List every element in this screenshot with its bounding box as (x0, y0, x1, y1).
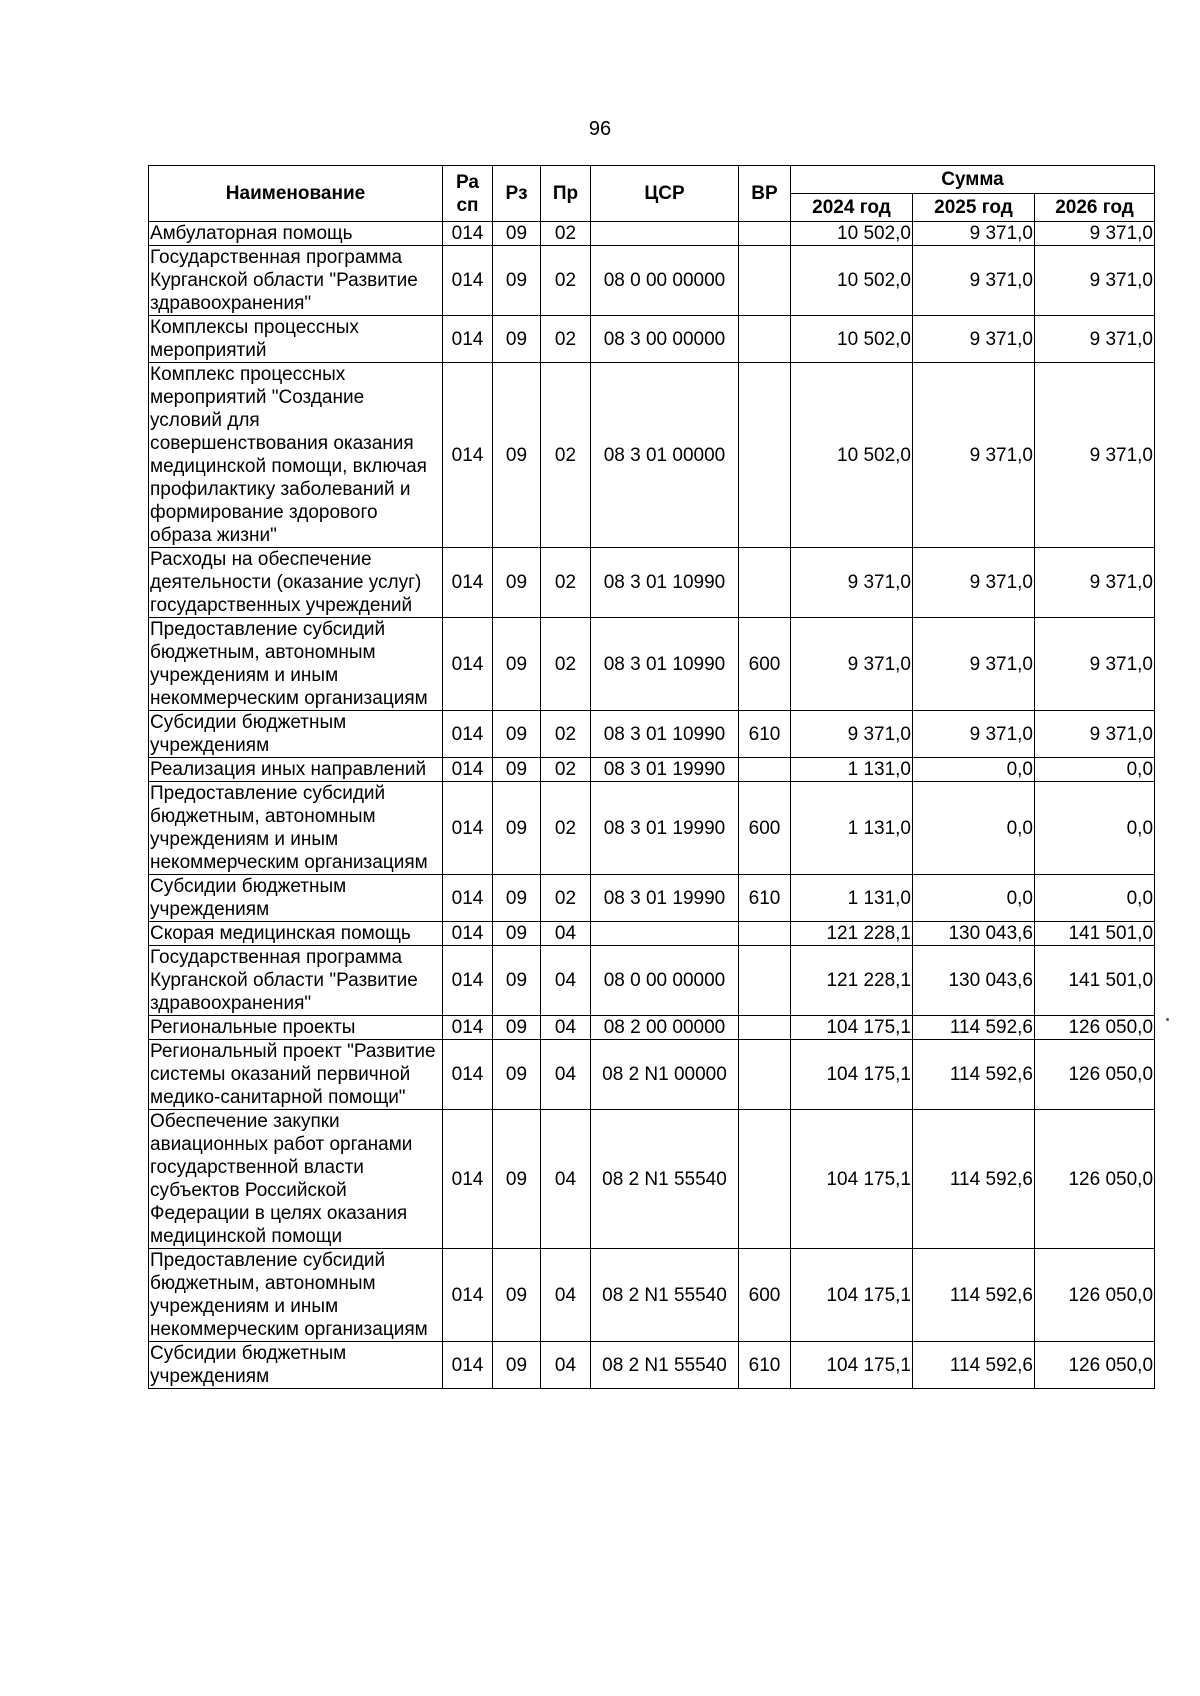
cell-vr (739, 1040, 791, 1110)
cell-2026: 9 371,0 (1035, 246, 1155, 316)
header-rasp (443, 166, 493, 222)
cell-pr: 02 (541, 246, 591, 316)
cell-2026: 9 371,0 (1035, 711, 1155, 758)
cell-2025: 9 371,0 (913, 548, 1035, 618)
cell-csr: 08 3 01 19990 (591, 782, 739, 875)
cell-csr: 08 2 N1 55540 (591, 1249, 739, 1342)
cell-rz: 09 (493, 1110, 541, 1249)
cell-2026: 126 050,0 (1035, 1040, 1155, 1110)
cell-vr (739, 246, 791, 316)
cell-2025: 9 371,0 (913, 222, 1035, 246)
cell-2024: 104 175,1 (791, 1110, 913, 1249)
cell-rz: 09 (493, 946, 541, 1016)
budget-table (148, 165, 1155, 1389)
cell-rasp: 014 (443, 1249, 493, 1342)
cell-pr: 04 (541, 1342, 591, 1389)
cell-2026: 0,0 (1035, 782, 1155, 875)
cell-rasp: 014 (443, 758, 493, 782)
cell-name: Предоставление субсидий бюджетным, автономным учреждениям и иным некоммерческим организациям (149, 1249, 443, 1342)
table-row (149, 316, 1155, 363)
table-body (149, 222, 1155, 1389)
cell-2024: 104 175,1 (791, 1342, 913, 1389)
header-pr: Пр (541, 166, 591, 222)
page-number: 96 (588, 118, 612, 140)
cell-name: Региональный проект "Развитие системы оказаний первичной медико-санитарной помощи" (149, 1040, 443, 1110)
header-vr: ВР (739, 166, 791, 222)
cell-rasp: 014 (443, 1016, 493, 1040)
cell-2026: 126 050,0 (1035, 1110, 1155, 1249)
cell-csr (591, 922, 739, 946)
cell-2024: 9 371,0 (791, 618, 913, 711)
cell-2025: 130 043,6 (913, 946, 1035, 1016)
cell-rz: 09 (493, 782, 541, 875)
cell-csr: 08 3 00 00000 (591, 316, 739, 363)
cell-pr: 02 (541, 782, 591, 875)
table-row (149, 758, 1155, 782)
cell-name: Субсидии бюджетным учреждениям (149, 875, 443, 922)
cell-2024: 9 371,0 (791, 711, 913, 758)
cell-name: Предоставление субсидий бюджетным, автономным учреждениям и иным некоммерческим организациям (149, 618, 443, 711)
cell-vr: 610 (739, 711, 791, 758)
cell-pr: 04 (541, 1249, 591, 1342)
cell-2025: 0,0 (913, 758, 1035, 782)
cell-2026: 9 371,0 (1035, 222, 1155, 246)
cell-vr: 610 (739, 875, 791, 922)
cell-name: Субсидии бюджетным учреждениям (149, 1342, 443, 1389)
cell-rasp: 014 (443, 246, 493, 316)
cell-2024: 9 371,0 (791, 548, 913, 618)
cell-name: Предоставление субсидий бюджетным, автономным учреждениям и иным некоммерческим организациям (149, 782, 443, 875)
cell-pr: 02 (541, 316, 591, 363)
table-row (149, 1342, 1155, 1389)
cell-2024: 10 502,0 (791, 246, 913, 316)
cell-2024: 104 175,1 (791, 1016, 913, 1040)
table-row (149, 1040, 1155, 1110)
cell-rz: 09 (493, 246, 541, 316)
cell-pr: 02 (541, 875, 591, 922)
cell-rasp: 014 (443, 548, 493, 618)
cell-2026: 126 050,0 (1035, 1249, 1155, 1342)
cell-rasp: 014 (443, 316, 493, 363)
cell-2025: 0,0 (913, 782, 1035, 875)
cell-2024: 104 175,1 (791, 1040, 913, 1110)
table-row (149, 222, 1155, 246)
cell-vr (739, 1016, 791, 1040)
cell-rasp: 014 (443, 1342, 493, 1389)
cell-2024: 121 228,1 (791, 922, 913, 946)
cell-rasp: 014 (443, 1110, 493, 1249)
cell-2025: 114 592,6 (913, 1016, 1035, 1040)
cell-csr: 08 0 00 00000 (591, 246, 739, 316)
table-row (149, 363, 1155, 548)
cell-2026: 9 371,0 (1035, 363, 1155, 548)
cell-rasp: 014 (443, 711, 493, 758)
header-sum: Сумма (791, 166, 1155, 194)
cell-csr: 08 0 00 00000 (591, 946, 739, 1016)
cell-2024: 104 175,1 (791, 1249, 913, 1342)
table-row (149, 1016, 1155, 1040)
cell-csr: 08 3 01 10990 (591, 618, 739, 711)
cell-csr: 08 2 00 00000 (591, 1016, 739, 1040)
cell-csr: 08 3 01 10990 (591, 548, 739, 618)
cell-pr: 02 (541, 618, 591, 711)
cell-rasp: 014 (443, 946, 493, 1016)
table-row (149, 922, 1155, 946)
table-row (149, 946, 1155, 1016)
cell-2025: 114 592,6 (913, 1342, 1035, 1389)
cell-2025: 130 043,6 (913, 922, 1035, 946)
cell-rz: 09 (493, 1249, 541, 1342)
cell-vr (739, 922, 791, 946)
cell-pr: 04 (541, 1040, 591, 1110)
cell-rasp: 014 (443, 782, 493, 875)
cell-2025: 114 592,6 (913, 1249, 1035, 1342)
header-2026: 2026 год (1035, 194, 1155, 222)
cell-vr: 600 (739, 1249, 791, 1342)
cell-rz: 09 (493, 711, 541, 758)
cell-name: Комплекс процессных мероприятий "Создание условий для совершенствования оказания медицинской помощи, включая профилактику заболеваний и формирование здорового образа жизни" (149, 363, 443, 548)
header-rz: Рз (493, 166, 541, 222)
cell-vr (739, 758, 791, 782)
cell-name: Региональные проекты (149, 1016, 443, 1040)
table-row (149, 548, 1155, 618)
cell-rasp: 014 (443, 922, 493, 946)
cell-name: Государственная программа Курганской области "Развитие здравоохранения" (149, 946, 443, 1016)
cell-2024: 10 502,0 (791, 316, 913, 363)
cell-2024: 10 502,0 (791, 222, 913, 246)
cell-vr: 610 (739, 1342, 791, 1389)
cell-rz: 09 (493, 363, 541, 548)
cell-2026: 126 050,0 (1035, 1016, 1155, 1040)
cell-vr (739, 548, 791, 618)
cell-csr: 08 3 01 00000 (591, 363, 739, 548)
cell-name: Реализация иных направлений (149, 758, 443, 782)
cell-csr (591, 222, 739, 246)
cell-rz: 09 (493, 875, 541, 922)
cell-name: Субсидии бюджетным учреждениям (149, 711, 443, 758)
cell-vr (739, 316, 791, 363)
table-row (149, 782, 1155, 875)
cell-2024: 1 131,0 (791, 782, 913, 875)
cell-rz: 09 (493, 922, 541, 946)
cell-rz: 09 (493, 222, 541, 246)
cell-rz: 09 (493, 548, 541, 618)
cell-2024: 1 131,0 (791, 758, 913, 782)
cell-rz: 09 (493, 1342, 541, 1389)
cell-pr: 04 (541, 1016, 591, 1040)
cell-pr: 04 (541, 946, 591, 1016)
cell-2026: 141 501,0 (1035, 922, 1155, 946)
header-2025: 2025 год (913, 194, 1035, 222)
cell-pr: 02 (541, 363, 591, 548)
cell-vr (739, 1110, 791, 1249)
cell-2024: 10 502,0 (791, 363, 913, 548)
cell-rasp: 014 (443, 222, 493, 246)
cell-2025: 114 592,6 (913, 1040, 1035, 1110)
cell-pr: 04 (541, 1110, 591, 1249)
cell-vr (739, 946, 791, 1016)
cell-vr (739, 222, 791, 246)
cell-name: Государственная программа Курганской области "Развитие здравоохранения" (149, 246, 443, 316)
cell-2026: 9 371,0 (1035, 548, 1155, 618)
cell-rasp: 014 (443, 1040, 493, 1110)
cell-rasp: 014 (443, 875, 493, 922)
cell-2025: 0,0 (913, 875, 1035, 922)
cell-pr: 04 (541, 922, 591, 946)
header-name: Наименование (149, 166, 443, 222)
header-rasp-line1: Ра (456, 171, 479, 193)
cell-csr: 08 2 N1 55540 (591, 1110, 739, 1249)
cell-csr: 08 3 01 19990 (591, 875, 739, 922)
cell-pr: 02 (541, 222, 591, 246)
table-row (149, 246, 1155, 316)
table-row (149, 1249, 1155, 1342)
cell-vr: 600 (739, 782, 791, 875)
cell-name: Комплексы процессных мероприятий (149, 316, 443, 363)
cell-pr: 02 (541, 758, 591, 782)
cell-csr: 08 3 01 19990 (591, 758, 739, 782)
cell-2026: 9 371,0 (1035, 316, 1155, 363)
header-2024: 2024 год (791, 194, 913, 222)
table-row (149, 711, 1155, 758)
cell-csr: 08 2 N1 00000 (591, 1040, 739, 1110)
cell-rasp: 014 (443, 618, 493, 711)
cell-rz: 09 (493, 758, 541, 782)
table-row (149, 618, 1155, 711)
cell-2024: 1 131,0 (791, 875, 913, 922)
cell-rz: 09 (493, 316, 541, 363)
cell-2025: 114 592,6 (913, 1110, 1035, 1249)
table-header (149, 166, 1155, 222)
cell-vr: 600 (739, 618, 791, 711)
cell-2025: 9 371,0 (913, 316, 1035, 363)
header-rasp-line2: сп (456, 194, 479, 216)
cell-vr (739, 363, 791, 548)
cell-rz: 09 (493, 618, 541, 711)
cell-rz: 09 (493, 1016, 541, 1040)
cell-rz: 09 (493, 1040, 541, 1110)
cell-name: Расходы на обеспечение деятельности (оказание услуг) государственных учреждений (149, 548, 443, 618)
table-row (149, 875, 1155, 922)
cell-2026: 9 371,0 (1035, 618, 1155, 711)
cell-name: Обеспечение закупки авиационных работ органами государственной власти субъектов Российской Федерации в целях оказания медицинской помощи (149, 1110, 443, 1249)
cell-2026: 126 050,0 (1035, 1342, 1155, 1389)
cell-name: Скорая медицинская помощь (149, 922, 443, 946)
cell-2025: 9 371,0 (913, 363, 1035, 548)
scan-dot (1166, 1018, 1169, 1021)
cell-2024: 121 228,1 (791, 946, 913, 1016)
cell-2026: 0,0 (1035, 758, 1155, 782)
cell-pr: 02 (541, 548, 591, 618)
cell-2025: 9 371,0 (913, 618, 1035, 711)
header-csr: ЦСР (591, 166, 739, 222)
cell-2026: 0,0 (1035, 875, 1155, 922)
cell-csr: 08 3 01 10990 (591, 711, 739, 758)
cell-name: Амбулаторная помощь (149, 222, 443, 246)
cell-pr: 02 (541, 711, 591, 758)
cell-2025: 9 371,0 (913, 246, 1035, 316)
table-row (149, 1110, 1155, 1249)
cell-2025: 9 371,0 (913, 711, 1035, 758)
cell-2026: 141 501,0 (1035, 946, 1155, 1016)
cell-csr: 08 2 N1 55540 (591, 1342, 739, 1389)
cell-rasp: 014 (443, 363, 493, 548)
